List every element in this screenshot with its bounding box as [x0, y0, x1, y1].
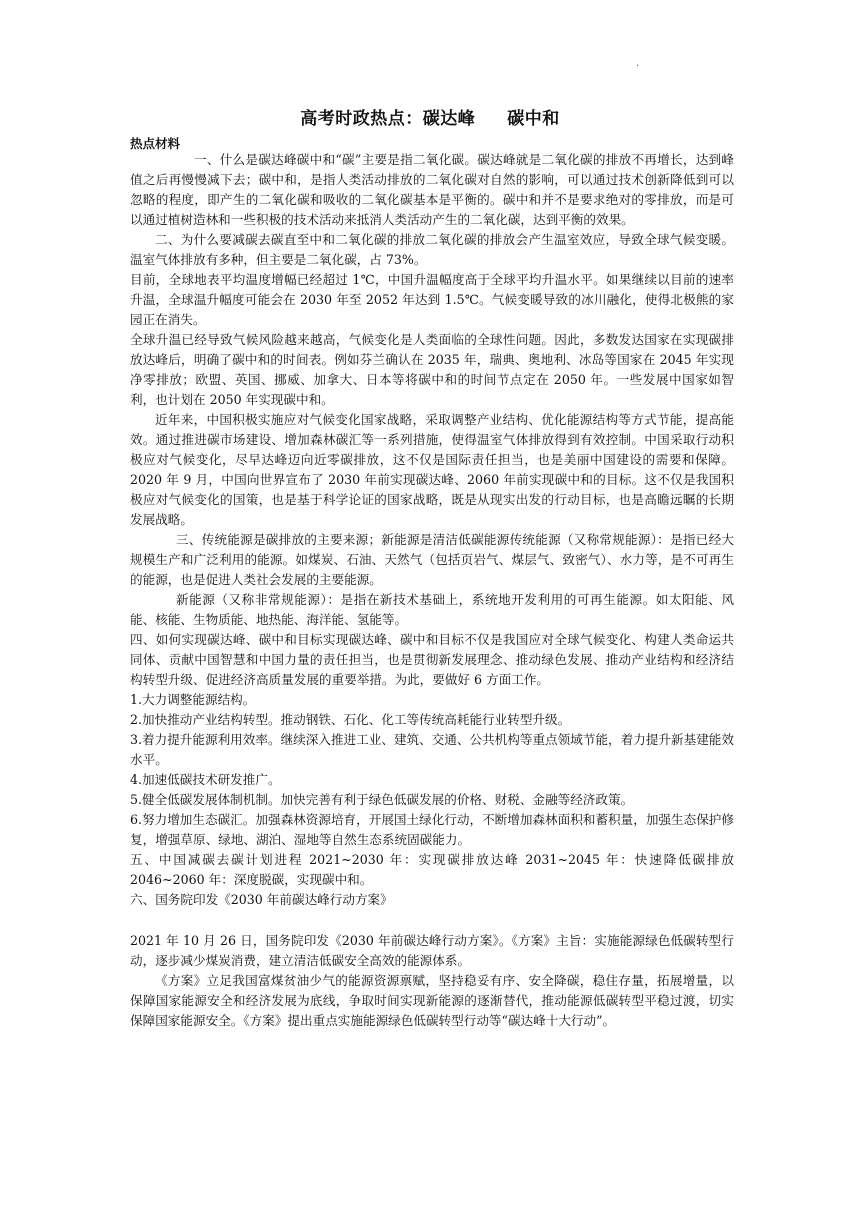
list-item-1: 1.大力调整能源结构。: [130, 692, 256, 707]
paragraph-temperature: 目前，全球地表平均温度增幅已经超过 1℃，中国升温幅度高于全球平均升温水平。如果继续以目前的速率升温，全球温升幅度可能会在 2030 年至 2052 年达到 1.5℃。气候变暖导致的冰川融化，使得北极熊的家园正在消失。: [130, 272, 734, 327]
paragraph-timeline: 五、中国减碳去碳计划进程 2021~2030 年：实现碳排放达峰 2031~2045 年：快速降低碳排放 2046~2060 年：深度脱碳，实现碳中和。: [130, 852, 734, 887]
paragraph-new-energy: 新能源（又称非常规能源）：是指在新技术基础上，系统地开发利用的可再生能源。如太阳能、风能、核能、生物质能、地热能、海洋能、氢能等。: [130, 592, 734, 627]
section-label: 热点材料: [130, 136, 181, 151]
paragraph-plan-heading: 六、国务院印发《2030 年前碳达峰行动方案》: [130, 892, 393, 907]
list-item-6: 6.努力增加生态碳汇。加强森林资源培育，开展国土绿化行动，不断增加森林面积和蓄积量，加强生态保护修复，增强草原、绿地、湖泊、湿地等自然生态系统固碳能力。: [130, 812, 734, 847]
title-part-2: 碳中和: [507, 109, 560, 129]
paragraph-plan-issued: 2021 年 10 月 26 日，国务院印发《2030 年前碳达峰行动方案》。《方案》主旨：实施能源绿色低碳转型行动，逐步减少煤炭消费，建立清洁低碳安全高效的能源体系。: [130, 933, 734, 968]
list-item-5: 5.健全低碳发展体制机制。加快完善有利于绿色低碳发展的价格、财税、金融等经济政策。: [130, 792, 634, 807]
paragraph-what-is: 一、什么是碳达峰碳中和“碳”主要是指二氧化碳。碳达峰就是二氧化碳的排放不再增长，达到峰值之后再慢慢减下去；碳中和，是指人类活动排放的二氧化碳对自然的影响，可以通过技术创新降低到可以忽略的程度，即产生的二氧化碳和吸收的二氧化碳基本是平衡的。碳中和并不是要求绝对的零排放，而是可以通过植树造林和一些积极的技术活动来抵消人类活动产生的二氧化碳，达到平衡的效果。: [130, 152, 734, 227]
page-title: [0, 104, 860, 129]
paragraph-traditional-energy: 三、传统能源是碳排放的主要来源；新能源是清洁低碳能源传统能源（又称常规能源）：是指已经大规模生产和广泛利用的能源。如煤炭、石油、天然气（包括页岩气、煤层气、致密气）、水力等，是不可再生的能源，也是促进人类社会发展的主要能源。: [130, 532, 734, 587]
header-dot: .: [636, 58, 640, 69]
list-item-3: 3.着力提升能源利用效率。继续深入推进工业、建筑、交通、公共机构等重点领域节能，着力提升新基建能效水平。: [130, 732, 734, 767]
paragraph-global-warming: 全球升温已经导致气候风险越来越高，气候变化是人类面临的全球性问题。因此，多数发达国家在实现碳排放达峰后，明确了碳中和的时间表。例如芬兰确认在 2035 年，瑞典、奥地利、冰岛等国家在 2045 年实现净零排放；欧盟、英国、挪威、加拿大、日本等将碳中和的时间节点定在 2050 年。一些发展中国家如智利，也计划在 2050 年实现碳中和。: [130, 332, 734, 407]
document-body: [130, 150, 734, 1031]
paragraph-plan-details: 《方案》立足我国富煤贫油少气的能源资源禀赋，坚持稳妥有序、安全降碳，稳住存量，拓展增量，以保障国家能源安全和经济发展为底线，争取时间实现新能源的逐渐替代，推动能源低碳转型平稳过渡，切实保障国家能源安全。《方案》提出重点实施能源绿色低碳转型行动等“碳达峰十大行动”。: [130, 973, 734, 1028]
paragraph-why-reduce: 二、为什么要减碳去碳直至中和二氧化碳的排放二氧化碳的排放会产生温室效应，导致全球气候变暖。温室气体排放有多种，但主要是二氧化碳，占 73%。: [130, 232, 734, 267]
list-item-4: 4.加速低碳技术研发推广。: [130, 772, 281, 787]
paragraph-how-to-achieve: 四、如何实现碳达峰、碳中和目标实现碳达峰、碳中和目标不仅是我国应对全球气候变化、构建人类命运共同体、贡献中国智慧和中国力量的责任担当，也是贯彻新发展理念、推动绿色发展、推动产业结构和经济结构转型升级、促进经济高质量发展的重要举措。为此，要做好 6 方面工作。: [130, 632, 734, 687]
title-part-1: 高考时政热点：碳达峰: [300, 109, 476, 129]
list-item-2: 2.加快推动产业结构转型。推动钢铁、石化、化工等传统高耗能行业转型升级。: [130, 712, 571, 727]
paragraph-china-strategy: 近年来，中国积极实施应对气候变化国家战略，采取调整产业结构、优化能源结构等方式节能，提高能效。通过推进碳市场建设、增加森林碳汇等一系列措施，使得温室气体排放得到有效控制。中国采取行动积极应对气候变化，尽早达峰迈向近零碳排放，这不仅是国际责任担当，也是美丽中国建设的需要和保障。2020 年 9 月，中国向世界宣布了 2030 年前实现碳达峰、2060 年前实现碳中和的目标。这不仅是我国积极应对气候变化的国策，也是基于科学论证的国家战略，既是从现实出发的行动目标，也是高瞻远瞩的长期发展战略。: [130, 412, 734, 527]
